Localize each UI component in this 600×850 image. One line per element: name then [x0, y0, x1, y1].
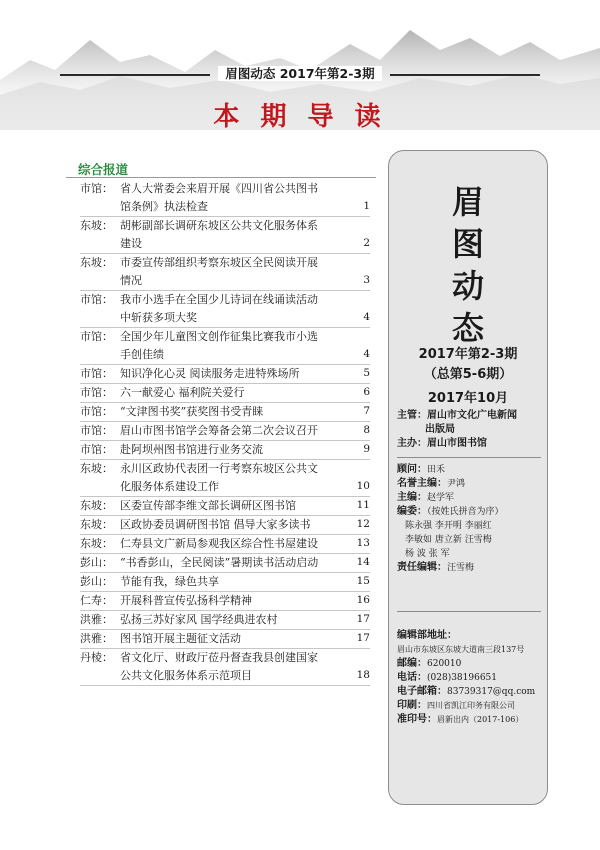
email-value: 83739317@qq.com	[447, 687, 536, 697]
toc-entry-source: 市馆：	[80, 424, 113, 437]
toc-entry-title	[120, 328, 356, 364]
postcode-value: 620010	[427, 659, 462, 669]
toc-entry-page-number: 13	[356, 537, 370, 549]
toc-entry-title-line: 市委宣传部组织考察东坡区全民阅读开展	[120, 256, 318, 269]
advisor-label: 顾问：	[397, 464, 427, 475]
toc-entry[interactable]	[80, 441, 370, 460]
organizer-label: 主办：	[397, 438, 427, 449]
address-label: 编辑部地址：	[397, 630, 457, 641]
toc-entry-title-line: 区委宣传部李维文部长调研区图书馆	[120, 499, 296, 512]
toc-entry[interactable]	[80, 291, 370, 328]
toc-entry-title-line: 赴阿坝州图书馆进行业务交流	[120, 443, 263, 456]
toc-entry-page-number: 17	[356, 632, 370, 644]
contact-info	[397, 629, 543, 727]
sidebar-divider	[397, 611, 541, 612]
toc-entry-page-number: 14	[356, 556, 370, 568]
toc-entry-title	[120, 365, 356, 383]
toc-entry-title-line: 节能有我，绿色共享	[120, 575, 219, 588]
toc-entry-source: 市馆：	[80, 182, 113, 195]
toc-entry-page-number: 1	[363, 200, 370, 212]
total-issue-number: （总第5-6期）	[423, 367, 513, 382]
toc-entry-source: 市馆：	[80, 386, 113, 399]
sponsor-value: 眉山市文化广电新闻	[427, 410, 517, 421]
toc-entry-title	[120, 441, 356, 459]
printer-value: 四川省凯江印务有限公司	[427, 701, 515, 710]
toc-entry-source: 仁寿：	[80, 594, 113, 607]
toc-entry-title-line: 眉山市图书馆学会筹备会第二次会议召开	[120, 424, 318, 437]
toc-entry-title	[120, 180, 356, 216]
committee-label: 编委：	[397, 506, 427, 517]
sidebar-divider	[397, 457, 541, 458]
toc-entry[interactable]	[80, 422, 370, 441]
toc-entry-source: 市馆：	[80, 293, 113, 306]
toc-entry[interactable]	[80, 328, 370, 365]
toc-entry-page-number: 9	[363, 443, 370, 455]
toc-entry-source: 丹棱：	[80, 651, 113, 664]
toc-entry-title-line: 省人大常委会来眉开展《四川省公共图书	[120, 182, 318, 195]
toc-entry-title	[120, 535, 356, 553]
toc-entry[interactable]	[80, 365, 370, 384]
toc-entry-page-number: 10	[356, 480, 370, 492]
honorary-editor-value: 尹鸿	[447, 479, 466, 489]
toc-entry-title	[120, 291, 356, 327]
toc-entry-title-line: 公共文化服务体系示范项目	[120, 669, 252, 682]
table-of-contents	[80, 180, 370, 686]
address-value: 眉山市东坡区东坡大道南三段137号	[397, 645, 525, 654]
section-divider	[66, 177, 376, 178]
permit-label: 准印号：	[397, 714, 437, 725]
toc-entry-title	[120, 460, 356, 496]
toc-entry-title	[120, 254, 356, 290]
sponsor-value-cont: 出版局	[425, 424, 455, 435]
running-header	[60, 66, 540, 82]
toc-entry-title	[120, 554, 356, 572]
editorial-board	[397, 463, 543, 575]
masthead-sidebar	[388, 150, 548, 805]
organizer-value: 眉山市图书馆	[427, 438, 487, 449]
toc-entry-title-line: 仁寿县文广新局参观我区综合性书屋建设	[120, 537, 318, 550]
toc-entry-title	[120, 422, 356, 440]
committee-row: 陈永强 李开明 李丽红	[405, 521, 492, 531]
toc-entry-page-number: 8	[363, 424, 370, 436]
toc-entry-page-number: 4	[363, 348, 370, 360]
toc-entry-title	[120, 611, 356, 629]
responsible-editor-label: 责任编辑：	[397, 562, 447, 573]
toc-entry-source: 市馆：	[80, 367, 113, 380]
section-label: 综合报道	[78, 162, 129, 177]
phone-value: (028)38196651	[427, 673, 498, 683]
toc-entry-title-line: 情况	[120, 274, 142, 287]
toc-entry-title-line: 省文化厅、财政厅莅丹督查我县创建国家	[120, 651, 318, 664]
toc-entry-title	[120, 516, 356, 534]
running-header-title: 眉图动态 2017年第2-3期	[218, 66, 381, 81]
toc-entry-page-number: 4	[363, 311, 370, 323]
toc-entry-title-line: 永川区政协代表团一行考察东坡区公共文	[120, 462, 318, 475]
toc-entry[interactable]	[80, 403, 370, 422]
toc-entry-title-line: 馆条例》执法检查	[120, 200, 208, 213]
toc-entry-source: 东坡：	[80, 499, 113, 512]
toc-entry-title-line: 图书馆开展主题征文活动	[120, 632, 241, 645]
toc-entry[interactable]	[80, 516, 370, 535]
toc-entry-source: 市馆：	[80, 405, 113, 418]
honorary-editor-label: 名誉主编：	[397, 478, 447, 489]
toc-entry[interactable]	[80, 460, 370, 497]
phone-label: 电话：	[397, 672, 427, 683]
toc-entry-title	[120, 573, 356, 591]
email-label: 电子邮箱：	[397, 686, 447, 697]
toc-entry-title-line: “书香彭山，全民阅读”暑期读书活动启动	[120, 556, 319, 569]
toc-entry-source: 彭山：	[80, 575, 113, 588]
toc-entry-title	[120, 384, 356, 402]
toc-entry-page-number: 17	[356, 613, 370, 625]
toc-entry-title	[120, 403, 356, 421]
toc-entry-page-number: 15	[356, 575, 370, 587]
toc-entry-title-line: 知识净化心灵 阅读服务走进特殊场所	[120, 367, 300, 380]
toc-entry-source: 洪雅：	[80, 632, 113, 645]
magazine-title-char: 图	[451, 225, 484, 263]
toc-entry-source: 东坡：	[80, 537, 113, 550]
toc-entry-title-line: 我市小选手在全国少儿诗词在线诵读活动	[120, 293, 318, 306]
magazine-title	[389, 181, 547, 349]
committee-note: （按姓氏拼音为序）	[427, 507, 504, 517]
toc-entry[interactable]	[80, 254, 370, 291]
advisor-value: 田禾	[427, 465, 446, 475]
toc-entry[interactable]	[80, 649, 370, 686]
magazine-title-char: 态	[451, 309, 484, 347]
toc-entry-title	[120, 649, 356, 685]
toc-entry-title-line: 区政协委员调研图书馆 倡导大家多读书	[120, 518, 311, 531]
committee-row: 李敏如 唐立新 汪雪梅	[405, 535, 492, 545]
toc-entry-source: 洪雅：	[80, 613, 113, 626]
toc-entry-title-line: 建设	[120, 237, 142, 250]
toc-entry[interactable]	[80, 573, 370, 592]
toc-entry-title	[120, 217, 356, 253]
toc-entry-page-number: 2	[363, 237, 370, 249]
toc-entry-page-number: 16	[356, 594, 370, 606]
toc-entry-title-line: 中斩获多项大奖	[120, 311, 197, 324]
responsible-editor-value: 汪雪梅	[447, 563, 475, 573]
toc-entry-page-number: 11	[356, 499, 370, 511]
toc-entry-source: 东坡：	[80, 462, 113, 475]
postcode-label: 邮编：	[397, 658, 427, 669]
toc-entry[interactable]	[80, 497, 370, 516]
toc-entry[interactable]	[80, 611, 370, 630]
toc-entry-source: 东坡：	[80, 518, 113, 531]
toc-entry[interactable]	[80, 554, 370, 573]
page-heading: 本 期 导 读	[213, 102, 387, 132]
toc-entry[interactable]	[80, 217, 370, 254]
publication-date: 2017年10月	[427, 391, 509, 406]
issue-number: 2017年第2-3期	[418, 347, 518, 362]
toc-entry-title-line: 开展科普宣传弘扬科学精神	[120, 594, 252, 607]
toc-entry-title-line: 六一献爱心 福利院关爱行	[120, 386, 245, 399]
toc-entry[interactable]	[80, 535, 370, 554]
toc-entry-page-number: 12	[356, 518, 370, 530]
toc-entry[interactable]	[80, 180, 370, 217]
toc-entry-page-number: 18	[356, 669, 370, 681]
toc-entry-source: 市馆：	[80, 330, 113, 343]
toc-entry-title-line: “文津图书奖”获奖图书受青睐	[120, 405, 264, 418]
permit-value: 眉新出内（2017-106）	[437, 715, 524, 724]
toc-entry-page-number: 7	[363, 405, 370, 417]
toc-entry[interactable]	[80, 384, 370, 403]
toc-entry-title	[120, 630, 356, 648]
chief-editor-value: 赵学军	[427, 493, 455, 503]
magazine-title-char: 眉	[451, 183, 484, 221]
sponsor-info	[397, 409, 543, 451]
toc-entry[interactable]	[80, 592, 370, 611]
toc-entry-page-number: 5	[363, 367, 370, 379]
toc-entry[interactable]	[80, 630, 370, 649]
toc-entry-page-number: 3	[363, 274, 370, 286]
chief-editor-label: 主编：	[397, 492, 427, 503]
magazine-title-char: 动	[451, 267, 484, 305]
committee-row: 杨 波 张 军	[405, 549, 450, 559]
toc-entry-title	[120, 592, 356, 610]
toc-entry-title-line: 手创佳绩	[120, 348, 164, 361]
sponsor-label: 主管：	[397, 410, 427, 421]
toc-entry-source: 东坡：	[80, 256, 113, 269]
toc-entry-page-number: 6	[363, 386, 370, 398]
printer-label: 印刷：	[397, 700, 427, 711]
toc-entry-title	[120, 497, 356, 515]
toc-entry-title-line: 胡彬副部长调研东坡区公共文化服务体系	[120, 219, 318, 232]
toc-entry-title-line: 弘扬三苏好家风 国学经典进农村	[120, 613, 278, 626]
toc-entry-title-line: 化服务体系建设工作	[120, 480, 219, 493]
toc-entry-source: 市馆：	[80, 443, 113, 456]
toc-entry-source: 东坡：	[80, 219, 113, 232]
toc-entry-title-line: 全国少年儿童图文创作征集比赛我市小选	[120, 330, 318, 343]
toc-entry-source: 彭山：	[80, 556, 113, 569]
